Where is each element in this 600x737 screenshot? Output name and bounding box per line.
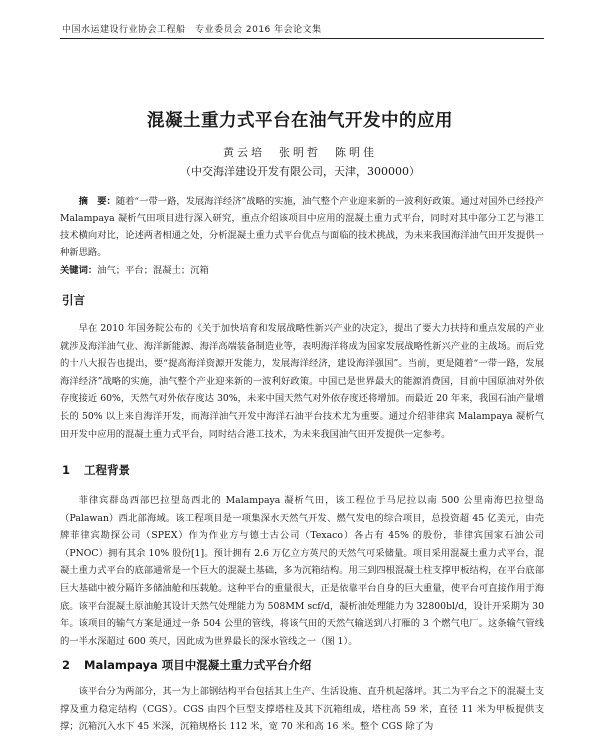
section-number: 2: [62, 658, 71, 672]
section-1-paragraph: 菲律宾群岛西部巴拉望岛西北的 Malampaya 凝析气田，该工程位于马尼拉以南 500 公里南海巴拉望岛（Palawan）西北部海域。该工程项目是一项集深水天然气开发、燃气发电的综合项目，总投资超 45 亿美元，由壳牌菲律宾勘探公司（SPEX）作为作业方与德士古公司（Texaco）各占有 45% 的股份，菲律宾国家石油公司（PNOC）拥有其余 10% 股份[1]。预计拥有 2.6 万亿立方英尺的天然气可采储量。项目采用混凝土重力式平台，混凝土重力式平台的底部通常是一个巨大的混凝土基础，多为沉箱结构。用三到四根混凝土柱支撑甲板结构，在平台底部巨大基础中被分隔许多储油舱和压载舱。这种平台的重量很大，正是依靠平台自身的巨大重量，使平台可直接作用于海底。该平台混凝土原油舱其设计天然气处理能力为 508MM scf/d，凝析油处理能力为 32800bl/d，设计开采期为 30 年。该项目的输气方案是通过一条 504 公里的管线，将该气田的天然气输送到八打雁的 3 个燃气电厂。这条输气管线的一半水深超过 600 英尺，因此成为世界最长的深水管线之一（图 1）。: [60, 495, 544, 647]
section-title: 工程背景: [84, 463, 131, 477]
intro-paragraph: 早在 2010 年国务院公布的《关于加快培育和发展战略性新兴产业的决定》，提出了要大力扶持和重点发展的产业就涉及海洋油气业、海洋新能源、海洋高端装备制造业等，表明海洋将成为国家发展战略性新兴产业的主战场。而后党的十八大报告也提出，要“提高海洋资源开发能力，发展海洋经济，建设海洋强国”。当前，更是随着“一带一路，发展海洋经济”战略的实施，油气整个产业迎来新的一波利好政策。中国已是世界最大的能源消费国，目前中国原油对外依存度接近 60%，天然气对外依存度达 30%，未来中国天然气对外依存度还将增加。而最近 20 年来，我国石油产量增长的 50% 以上来自海洋开发，而海洋油气开发中海洋石油平台技术尤为重要。通过介绍菲律宾 Malampaya 凝析气田开发中应用的混凝土重力式平台，同时结合港工技术，为未来我国油气田开发提供一定参考。: [60, 323, 544, 440]
abstract-label: 摘 要：: [78, 196, 116, 207]
keywords: [60, 262, 544, 279]
section-title: Malampaya 项目中混凝土重力式平台介绍: [84, 658, 312, 672]
abstract: [60, 193, 544, 261]
authors: 黄云培 张明哲 陈明佳: [223, 146, 377, 159]
section-heading-1: [62, 462, 130, 478]
abstract-text: 随着“一带一路，发展海洋经济”战略的实施，油气整个产业迎来新的一波利好政策。通过对国外已经投产 Malampaya 凝析气田项目进行深入研究，重点介绍该项目中应用的混凝土重力式平台，同时对其中部分工艺与港工技术横向对比，论述两者相通之处，分析混凝土重力式平台优点与面临的技术挑战，为未来我国海洋油气田开发提供一种新思路。: [60, 196, 544, 258]
affiliation: （中交海洋建设开发有限公司，天津，300000）: [180, 165, 420, 178]
header-rule: [60, 38, 544, 39]
paper-title: 混凝土重力式平台在油气开发中的应用: [147, 111, 453, 131]
keywords-label: 关键词：: [60, 265, 98, 276]
section-number: 1: [62, 463, 71, 477]
keywords-text: 油气；平台；混凝土；沉箱: [97, 265, 209, 276]
section-2-paragraph: 该平台分为两部分，其一为上部钢结构平台包括其上生产、生活设施、直升机起落坪。其二为平台之下的混凝土支撑及重力稳定结构（CGS）。CGS 由四个巨型支撑塔柱及其下沉箱组成，塔柱高 59 米，直径 11 米为甲板提供支撑；沉箱沉入水下 45 米深，沉箱规格长 112 米，宽 70 米和高 16 米。整个 CGS 除了为: [60, 686, 544, 733]
section-heading-intro: 引言: [62, 293, 85, 307]
running-header: 中国水运建设行业协会工程船 专业委员会 2016 年会论文集: [62, 25, 322, 35]
section-heading-2: [62, 657, 311, 673]
